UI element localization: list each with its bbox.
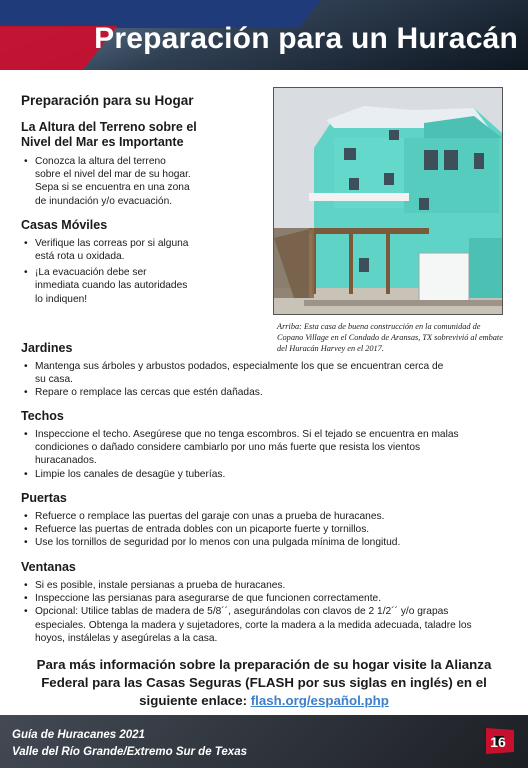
page-number-flag [480, 724, 516, 764]
footer-guide-title: Guía de Huracanes 2021 [12, 729, 145, 741]
windows-heading: Ventanas [21, 560, 76, 574]
doors-heading: Puertas [21, 491, 67, 505]
photo-caption: Arriba: Esta casa de buena construcción en la comunidad de Copano Village en el Condado de Aransas, TX sobrevivió al embate del Huracán Harvey en el 2017. [277, 322, 503, 353]
home-prep-column [21, 93, 271, 306]
list-item: • Use los tornillos de seguridad por lo menos con una pulgada mínima de longitud. [21, 536, 475, 549]
elevation-list [21, 155, 271, 208]
page-title: Preparación para un Huracán [94, 22, 518, 55]
list-item: • Repare o remplace las cercas que estén dañadas. [21, 386, 475, 399]
house-image [274, 88, 502, 314]
list-item: • Opcional: Utilice tablas de madera de 5/8´´, asegurándolas con clavos de 2 1/2´´ y/o grapas especiales. Obtenga la madera y sujetadores, corte la madera a la medida adecuada, taladre los hoyos, instálelas y asegúrelas a la casa. [21, 605, 475, 645]
mobile-homes-list [21, 237, 271, 306]
doors-list [21, 510, 491, 550]
more-info-text: Para más información sobre la preparación de su hogar visite la Alianza Federal para las Casas Seguras (FLASH por sus siglas en inglés) en el siguiente enlace: [36, 657, 492, 708]
elevation-heading: La Altura del Terreno sobre el Nivel del Mar es Importante [21, 120, 197, 149]
more-info-callout [14, 656, 514, 710]
list-item: • Refuerce las puertas de entrada dobles con un picaporte fuerte y tornillos. [21, 523, 475, 536]
doors-section [21, 491, 491, 550]
list-item: • ¡La evacuación debe ser inmediata cuando las autoridades lo indiquen! [21, 266, 191, 306]
mobile-homes-heading: Casas Móviles [21, 217, 108, 232]
roofs-section [21, 409, 491, 481]
roofs-list [21, 428, 491, 481]
list-item: • Inspeccione las persianas para asegurarse de que funcionen correctamente. [21, 592, 475, 605]
list-item: • Limpie los canales de desagüe y tuberías. [21, 468, 475, 481]
windows-section [21, 560, 491, 645]
page-footer [0, 715, 528, 768]
list-item: • Conozca la altura del terreno sobre el nivel del mar de su hogar. Sepa si se encuentra en una zona de inundación y/o evacuación. [21, 155, 191, 208]
page-header [0, 0, 528, 70]
windows-list [21, 579, 491, 645]
gardens-heading: Jardines [21, 341, 73, 355]
page-number: 16 [490, 734, 506, 750]
list-item: • Mantenga sus árboles y arbustos podados, especialmente los que se encuentran cerca de su casa. [21, 360, 455, 386]
list-item: • Refuerce o remplace las puertas del garaje con unas a prueba de huracanes. [21, 510, 475, 523]
list-item: • Verifique las correas por si alguna está rota u oxidada. [21, 237, 191, 263]
house-photo [273, 87, 503, 315]
list-item: • Si es posible, instale persianas a prueba de huracanes. [21, 579, 475, 592]
footer-region: Valle del Río Grande/Extremo Sur de Texas [12, 746, 247, 758]
list-item: • Inspeccione el techo. Asegúrese que no tenga escombros. Si el tejado se encuentra en malas condiciones o dañado considere cambiarlo por uno más fuerte que resista los vientos huracanados. [21, 428, 475, 468]
flash-link[interactable]: flash.org/español.php [250, 693, 389, 708]
home-prep-title: Preparación para su Hogar [21, 93, 194, 108]
roofs-heading: Techos [21, 409, 64, 423]
gardens-list [21, 360, 491, 400]
gardens-section [21, 341, 491, 400]
